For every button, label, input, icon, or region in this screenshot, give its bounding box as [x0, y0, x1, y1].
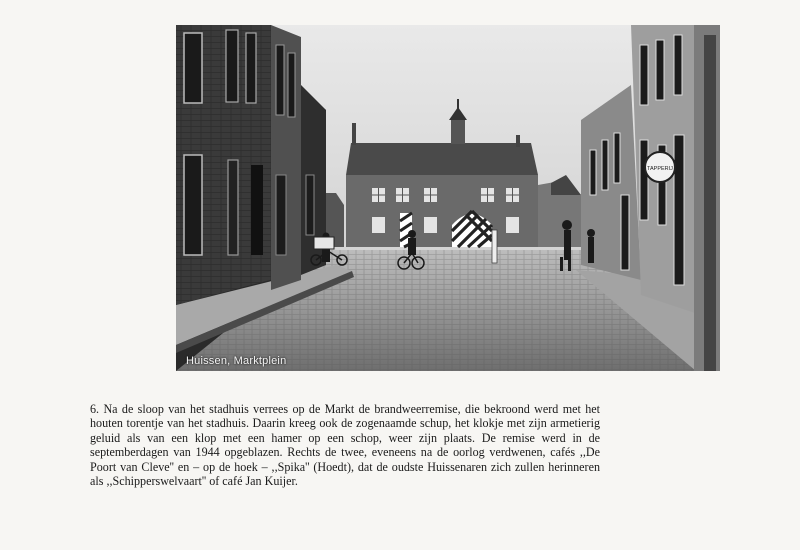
caption-body: Na de sloop van het stadhuis verrees op de Markt de brandweerremise, die bekroond werd met het houten torentje van het stadhuis. Daarin kreeg ook de zogenaamde schup, het klokje met zijn armetierig geluid als van een klop met een hamer op een schop, weer zijn plaats. De remise werd in de septemberdagen van 1944 opgeblazen. Rechts de twee, eveneens na de oorlog verdwenen, cafés ,,De Poort van Cleve'' en – op de hoek – ,,Spika'' (Hoedt), dat de oudste Huissenaren zich zullen herinneren als ,,Schipperswelvaart'' of café Jan Kuijer.: [90, 402, 600, 489]
fire-station: [346, 175, 538, 247]
photo-illustration: [176, 25, 720, 371]
lamp-post: [704, 35, 716, 371]
caption-paragraph: [90, 402, 600, 488]
caption-text-block: [90, 402, 600, 488]
clock-tower: [451, 120, 465, 144]
fire-station-roof: [346, 143, 538, 175]
square-post: [492, 230, 497, 263]
caption-number: 6.: [90, 402, 100, 416]
market-square-photo: [176, 25, 720, 371]
photo-caption: Huissen, Marktplein: [186, 355, 287, 367]
cafe-sign-text: TAPPERIJ: [647, 166, 673, 172]
